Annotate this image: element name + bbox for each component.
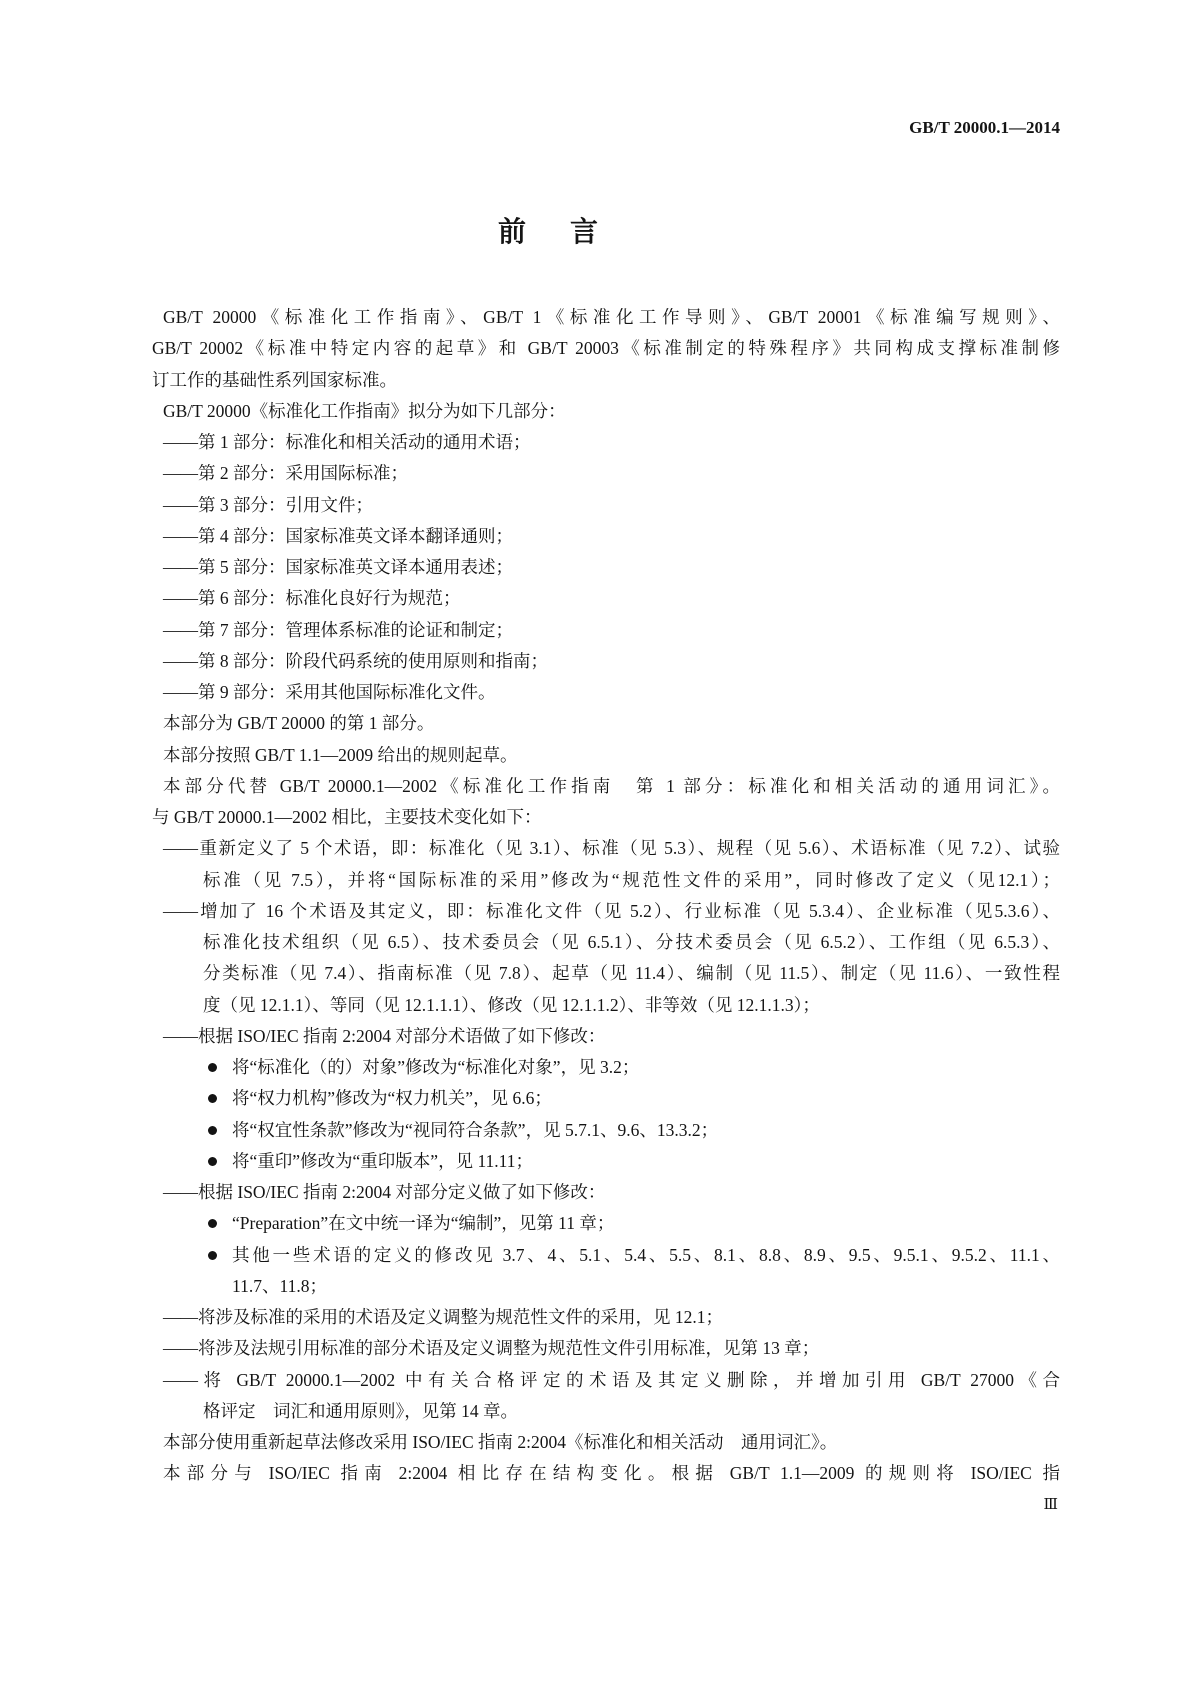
list-item-line: 标准（见 7.5），并将“国际标准的采用”修改为“规范性文件的采用”，同时修改了定义（见12.1）；: [203, 869, 1060, 890]
list-item-line: ——根据 ISO/IEC 指南 2:2004 对部分定义做了如下修改：: [163, 1182, 606, 1202]
bullet-item-continuation: 11.7、11.8；: [232, 1275, 327, 1296]
bullet-item: [232, 1208, 1060, 1239]
change-item-redefined-terms: [0, 833, 1191, 896]
paragraph-line: 订工作的基础性系列国家标准。: [152, 369, 397, 390]
paragraph-series-intro: [0, 302, 1191, 396]
list-item-line: ——重新定义了 5 个术语，即：标准化（见 3.1）、标准（见 5.3）、规程（见 5.6）、术语标准（见 7.2）、试验: [163, 838, 1060, 859]
paragraph-part-of: 本部分为 GB/T 20000 的第 1 部分。: [163, 713, 435, 734]
list-item: ——第 2 部分：采用国际标准；: [163, 463, 408, 484]
list-item: ——第 8 部分：阶段代码系统的使用原则和指南；: [163, 650, 548, 671]
bullet-text: 将“权宜性条款”修改为“视同符合条款”，见 5.7.1、9.6、13.3.2；: [232, 1119, 719, 1140]
paragraph-replaces: [0, 771, 1191, 834]
change-item-added-terms: [0, 896, 1191, 1021]
bullet-item: [232, 1146, 1060, 1177]
list-item: ——第 1 部分：标准化和相关活动的通用术语；: [163, 432, 531, 452]
list-item-line: 标准化技术组织（见 6.5）、技术委员会（见 6.5.1）、分技术委员会（见 6.5.2）、工作组（见 6.5.3）、: [203, 932, 1060, 952]
paragraph-adoption-method: 本部分使用重新起草法修改采用 ISO/IEC 指南 2:2004《标准化和相关活动 通用词汇》。: [163, 1432, 838, 1452]
paragraph-parts-intro: GB/T 20000《标准化工作指南》拟分为如下几部分：: [163, 400, 566, 421]
list-item-line: ——根据 ISO/IEC 指南 2:2004 对部分术语做了如下修改：: [163, 1025, 606, 1046]
bullet-text: 将“重印”修改为“重印版本”，见 11.11；: [232, 1150, 534, 1171]
list-item: ——第 7 部分：管理体系标准的论证和制定；: [163, 619, 513, 640]
bullet-item: [232, 1115, 1060, 1146]
paragraph-line: GB/T 20000《标准化工作指南》、GB/T 1《标准化工作导则》、GB/T 20001《标准编写规则》、: [163, 307, 1060, 327]
page-title: 前 言: [497, 215, 606, 248]
bullet-text: 其他一些术语的定义的修改见 3.7、4、5.1、5.4、5.5、8.1、8.8、8.9、9.5、9.5.1、9.5.2、11.1、: [232, 1244, 1060, 1265]
list-item: ——第 5 部分：国家标准英文译本通用表述；: [163, 557, 513, 577]
page-number: Ⅲ: [1043, 1495, 1058, 1513]
bullet-icon: [208, 1157, 217, 1166]
bullet-text: 将“标准化（的）对象”修改为“标准化对象”，见 3.2；: [232, 1057, 640, 1077]
preface-body: [0, 302, 1191, 1490]
bullet-icon: [208, 1063, 217, 1072]
bullet-item: [232, 1240, 1060, 1271]
bullet-text: “Preparation”在文中统一译为“编制”，见第 11 章；: [232, 1213, 615, 1234]
list-item: ——第 9 部分：采用其他国际标准化文件。: [163, 682, 496, 702]
paragraph-line: GB/T 20002《标准中特定内容的起草》和 GB/T 20003《标准制定的特殊程序》共同构成支撑标准制修: [152, 338, 1060, 359]
change-item-conformity-assessment: [0, 1365, 1191, 1428]
bullet-icon: [208, 1251, 217, 1260]
parts-list: [0, 427, 1191, 708]
change-item-adoption: ——将涉及标准的采用的术语及定义调整为规范性文件的采用，见 12.1；: [163, 1307, 723, 1327]
list-item: ——第 3 部分：引用文件；: [163, 494, 373, 515]
bullet-icon: [208, 1126, 217, 1135]
bullet-icon: [208, 1219, 217, 1228]
standard-code-header: GB/T 20000.1—2014: [909, 118, 1060, 137]
list-item-line: 度（见 12.1.1）、等同（见 12.1.1.1）、修改（见 12.1.1.2）、非等效（见 12.1.1.3）；: [203, 994, 820, 1015]
list-item: ——第 6 部分：标准化良好行为规范；: [163, 588, 461, 609]
list-item-line: 分类标准（见 7.4）、指南标准（见 7.8）、起草（见 11.4）、编制（见 11.5）、制定（见 11.6）、一致性程: [203, 963, 1060, 984]
paragraph-line: 本部分代替 GB/T 20000.1—2002《标准化工作指南 第 1 部分：标准化和相关活动的通用词汇》。: [163, 775, 1060, 796]
list-item-line: 格评定 词汇和通用原则》，见第 14 章。: [203, 1400, 518, 1421]
bullet-item: [232, 1083, 1060, 1114]
bullet-text: 将“权力机构”修改为“权力机关”，见 6.6；: [232, 1088, 552, 1109]
change-item-regulation-reference: ——将涉及法规引用标准的部分术语及定义调整为规范性文件引用标准，见第 13 章；: [163, 1338, 820, 1359]
technical-changes-list: [0, 833, 1191, 1427]
change-item-term-modifications: [0, 1021, 1191, 1177]
list-item: ——第 4 部分：国家标准英文译本翻译通则；: [163, 525, 513, 546]
paragraph-line: 与 GB/T 20000.1—2002 相比，主要技术变化如下：: [152, 807, 542, 827]
bullet-item: [232, 1052, 1060, 1083]
list-item-line: ——将 GB/T 20000.1—2002 中有关合格评定的术语及其定义删除，并增加引用 GB/T 27000《合: [163, 1369, 1060, 1390]
paragraph-structure-change: 本部分与 ISO/IEC 指南 2:2004 相比存在结构变化。根据 GB/T 1.1—2009 的规则将 ISO/IEC 指: [163, 1463, 1060, 1484]
change-item-definition-modifications: [0, 1177, 1191, 1302]
paragraph-drafting-rule: 本部分按照 GB/T 1.1—2009 给出的规则起草。: [163, 744, 518, 765]
list-item-line: ——增加了 16 个术语及其定义，即：标准化文件（见 5.2）、行业标准（见 5.3.4）、企业标准（见5.3.6）、: [163, 900, 1060, 921]
bullet-icon: [208, 1094, 217, 1103]
